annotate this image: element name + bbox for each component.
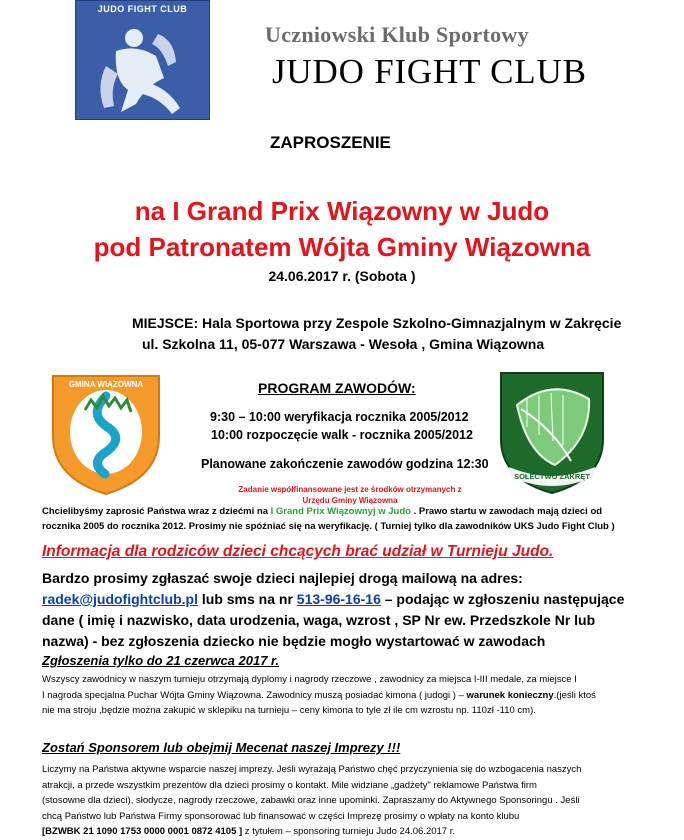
program-item-2: 10:00 rozpoczęcie walk - rocznika 2005/2012: [211, 428, 473, 442]
parents-line4: nazwa) - bez zgłoszenia dziecko nie będzie mogło wystartować w zawodach: [42, 633, 546, 649]
zaproszenie-heading: ZAPROSZENIE: [270, 133, 391, 152]
place-line2: ul. Szkolna 11, 05-077 Warszawa - Wesoła , Gmina Wiązowna: [142, 336, 545, 352]
funding-note-line2: Urzędu Gminy Wiązowna: [302, 496, 398, 505]
program-item-1: 9:30 – 10:00 weryfikacja rocznika 2005/2012: [210, 410, 469, 424]
gmina-crest-text: GMINA WIĄZOWNA: [68, 380, 144, 389]
invite-paragraph: [42, 504, 662, 534]
invite-text-line2: rocznika 2005 do rocznika 2012. Prosimy nie spóźniać się na weryfikację. ( Turniej tylko dla zawodników UKS Judo Fight Club ): [42, 521, 615, 532]
deadline-requirement: warunek konieczny: [466, 689, 554, 701]
gmina-crest-icon: [47, 370, 165, 498]
sponsor-line2: atrakcji, a przede wszystkim prezentów dla dzieci prosimy o kontakt. Mile widziane „gadżety" reklamowe Państwa firm: [42, 779, 537, 791]
club-name-line2: JUDO FIGHT CLUB: [272, 52, 587, 91]
solectwo-crest: [497, 369, 607, 497]
event-date: 24.06.2017 r. (Sobota ): [268, 268, 416, 284]
program-heading: PROGRAM ZAWODÓW:: [258, 380, 416, 396]
invite-text-b: . Prawo startu w zawodach mają dzieci od: [410, 506, 603, 517]
invite-text-a: Chcielibyśmy zaprosić Państwa wraz z dziećmi na: [42, 506, 271, 517]
phone-number[interactable]: 513-96-16-16: [296, 591, 381, 607]
parents-line1: Bardzo prosimy zgłaszać swoje dzieci najlepiej drogą mailową na adres:: [42, 570, 523, 586]
sponsor-line4: chcą Państwo lub Państwa Firmy sponsorować lub finansować w części Imprezę prosimy o wpłaty na konto klubu: [42, 810, 520, 822]
sponsor-heading: Zostań Sponsorem lub obejmij Mecenat naszej Imprezy !!!: [42, 740, 401, 755]
sponsor-line3: (stosowne dla dzieci), słodycze, nagrody rzeczowe, zabawki oraz inne upominki. Zapraszamy do Aktywnego Sponsoringu . Jeśli: [42, 795, 580, 806]
solectwo-crest-text: SOŁECTWO ZAKRĘT: [514, 472, 590, 481]
sponsor-paragraph: [42, 762, 667, 840]
parents-heading: Informacja dla rodziców dzieci chcących brać udział w Turnieju Judo.: [42, 543, 554, 560]
club-logo-text: JUDO FIGHT CLUB: [97, 4, 188, 14]
invite-event-name: I Grand Prix Wiązowny: [270, 506, 373, 517]
event-title-line2: pod Patronatem Wójta Gminy Wiązowna: [93, 232, 591, 262]
deadline-heading: Zgłoszenia tylko do 21 czerwca 2017 r.: [42, 653, 279, 668]
event-title-line1: na I Grand Prix Wiązowny w Judo: [134, 196, 550, 226]
parents-mid2: – podając w zgłoszeniu następujące: [380, 591, 625, 607]
invite-event-name-suffix: j w Judo: [372, 506, 411, 517]
funding-note-line1: Zadanie współfinansowane jest ze środków otrzymanych z: [238, 485, 462, 494]
parents-mid1: lub sms na nr: [197, 591, 297, 607]
deadline-line2c: .(jeśli ktoś: [553, 689, 596, 701]
place-line1: MIEJSCE: Hala Sportowa przy Zespole Szkolno-Gimnazjalnym w Zakręcie: [132, 315, 622, 331]
email-link[interactable]: radek@judofightclub.pl: [42, 591, 198, 607]
parents-line3: dane ( imię i nazwisko, data urodzenia, waga, wzrost , SP Nr ew. Przedszkole Nr lub: [42, 612, 596, 628]
deadline-line3: nie ma stroju ,będzie można zakupić w sklepiku na turnieju – ceny kimona to tyle zł ile cm wzrostu np. 110zł -110 cm).: [42, 705, 536, 716]
deadline-paragraph: [42, 672, 667, 719]
sponsor-line5b: z tytułem – sponsoring turnieju Judo 24.06.2017 r.: [242, 826, 455, 837]
parents-paragraph: [42, 568, 654, 652]
funding-note: [8, 484, 684, 506]
club-logo: [75, 0, 210, 120]
judo-fighters-icon: [76, 16, 210, 120]
program-end: Planowane zakończenie zawodów godzina 12:30: [201, 457, 489, 471]
deadline-line2a: I nagroda specjalna Puchar Wójta Gminy Wiązowna. Zawodnicy muszą posiadać kimona ( judogi ) –: [42, 689, 467, 701]
bank-account: [BZWBK 21 1090 1753 0000 0001 0872 4105 ]: [42, 826, 243, 837]
club-name-line1: Uczniowski Klub Sportowy: [265, 22, 529, 47]
sponsor-line1: Liczymy na Państwa aktywne wsparcie naszej imprezy. Jeśli wyrażają Państwo chęć przyczynienia się do wzbogacenia naszych: [42, 764, 582, 775]
deadline-line1: Wszyscy zawodnicy w naszym turnieju otrzymają dyplomy i nagrody rzeczowe , zawodnicy za miejsca I-III medale, za miejsce I: [42, 674, 577, 685]
gmina-crest: [47, 370, 165, 498]
